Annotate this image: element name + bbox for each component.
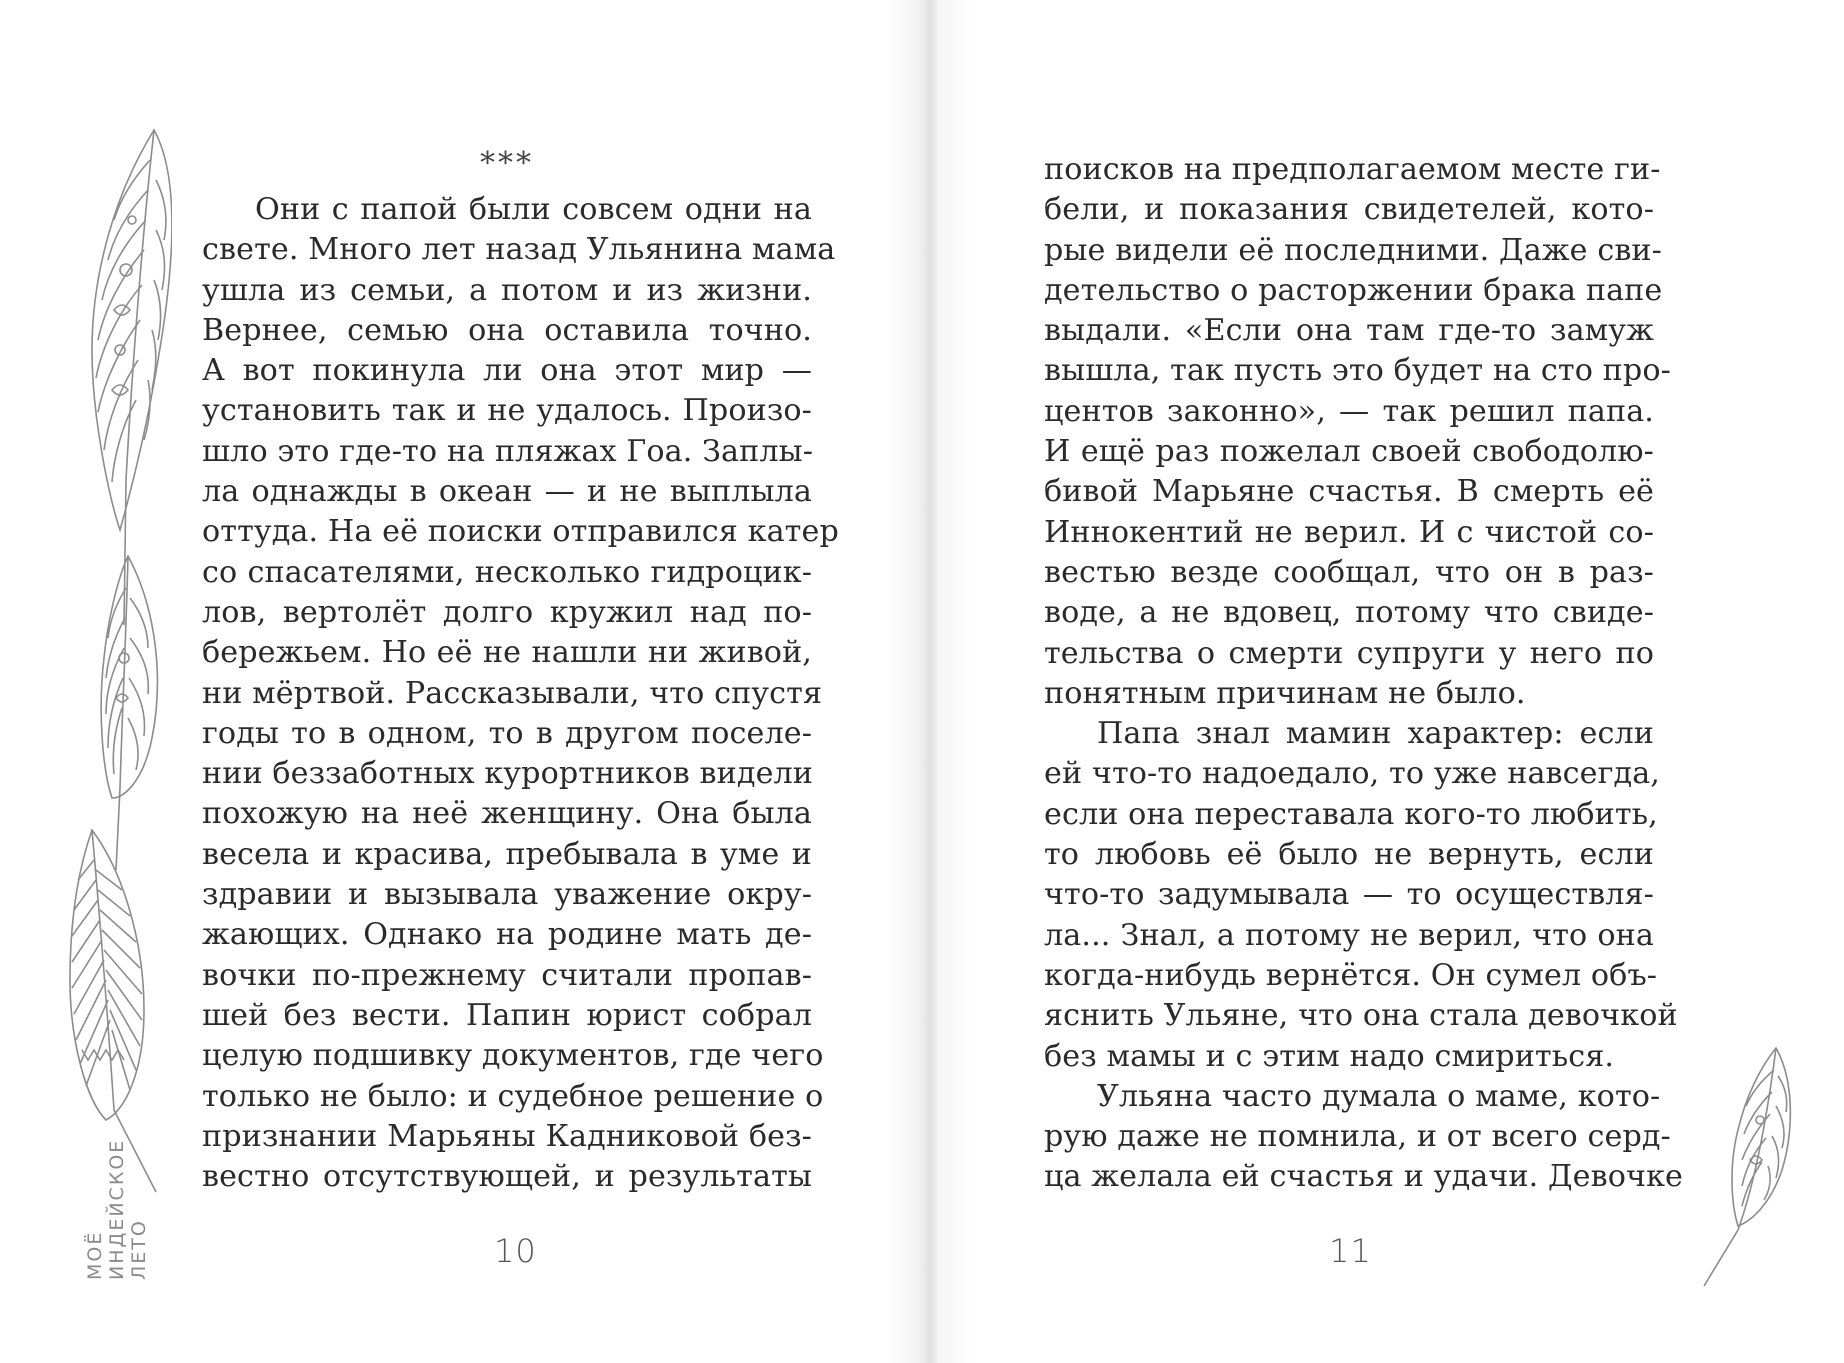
page-number: 11: [1329, 1232, 1372, 1270]
text-line: целую подшивку документов, где чего: [202, 1038, 824, 1074]
text-line: рую даже не помнила, и от всего серд-: [1044, 1119, 1671, 1155]
section-break: ***: [480, 146, 534, 181]
text-line: ла однажды в океан — и не выплыла: [202, 474, 812, 510]
text-line: Ульяна часто думала о маме, кото-: [1097, 1078, 1661, 1114]
text-line: шло это где-то на пляжах Гоа. Заплы-: [202, 433, 814, 469]
right-page: [922, 0, 1844, 1363]
feather-icon: [1690, 1040, 1800, 1290]
text-line: со спасателями, несколько гидроцик-: [202, 554, 812, 590]
text-line: яснить Ульяне, что она стала девочкой: [1044, 998, 1678, 1034]
text-line: Они с папой были совсем одни на: [255, 192, 812, 227]
text-line: весела и красива, пребывала в уме и: [202, 836, 812, 872]
text-line: воде, а не вдовец, потому что свиде-: [1044, 595, 1654, 631]
text-line: признании Марьяны Кадниковой без-: [202, 1118, 812, 1154]
text-line: свете. Много лет назад Ульянина мама: [202, 232, 836, 268]
text-line: установить так и не удалось. Произо-: [202, 393, 812, 429]
text-line: ни мёртвой. Рассказывали, что спустя: [202, 675, 823, 711]
right-page-text: [1044, 150, 1684, 1198]
text-line: поисков на предполагаемом месте ги-: [1044, 152, 1661, 187]
text-line: И ещё раз пожелал своей свободолю-: [1044, 434, 1654, 470]
text-line: выдали. «Если она там где-то замуж: [1044, 313, 1654, 349]
text-line: бивой Марьяне счастья. В смерть её: [1044, 474, 1654, 510]
text-line: рые видели её последними. Даже сви-: [1044, 232, 1662, 268]
text-line: нии беззаботных курортников видели: [202, 756, 814, 792]
text-line: понятным причинам не было.: [1044, 675, 1526, 711]
text-line: что-то задумывала — то осуществля-: [1044, 877, 1654, 913]
running-title-line: ЛЕТО: [128, 1219, 150, 1280]
text-line: детельство о расторжении брака папе: [1044, 272, 1663, 308]
text-line: тельства о смерти супруги у него по: [1044, 635, 1654, 671]
page-number: 10: [494, 1232, 537, 1270]
text-line: бережьем. Но её не нашли ни живой,: [202, 635, 812, 671]
text-line: если она переставала кого-то любить,: [1044, 796, 1658, 832]
text-line: здравии и вызывала уважение окру-: [202, 877, 812, 913]
text-line: похожую на неё женщину. Она была: [202, 796, 812, 832]
text-line: Вернее, семью она оставила точно.: [202, 312, 812, 348]
text-line: вестью везде сообщал, что он в раз-: [1044, 554, 1654, 590]
text-line: вестно отсутствующей, и результаты: [202, 1159, 812, 1195]
text-line: Папа знал мамин характер: если: [1097, 716, 1654, 752]
text-line: А вот покинула ли она этот мир —: [202, 353, 812, 389]
text-line: Иннокентий не верил. И с чистой со-: [1044, 514, 1654, 550]
text-line: ца желала ей счастья и удачи. Девочке: [1044, 1159, 1684, 1195]
text-line: вышла, так пусть это будет на сто про-: [1044, 353, 1671, 389]
running-title: [84, 1130, 150, 1280]
text-line: ла... Знал, а потому не верил, что она: [1044, 917, 1654, 953]
running-title-line: ИНДЕЙСКОЕ: [106, 1138, 128, 1280]
text-line: годы то в одном, то в другом поселе-: [202, 715, 812, 751]
text-line: ушла из семьи, а потом и из жизни.: [202, 272, 812, 308]
text-line: только не было: и судебное решение о: [202, 1078, 824, 1114]
text-line: оттуда. На её поиски отправился катер: [202, 514, 839, 550]
text-line: когда-нибудь вернётся. Он сумел объ-: [1044, 957, 1658, 993]
text-line: лов, вертолёт долго кружил над по-: [202, 594, 812, 630]
text-line: центов законно», — так решил папа.: [1044, 393, 1654, 429]
running-title-line: МОЁ: [84, 1230, 106, 1280]
text-line: ей что-то надоедало, то уже навсегда,: [1044, 756, 1660, 792]
left-page-text: [202, 190, 839, 1197]
text-line: бели, и показания свидетелей, кото-: [1044, 192, 1654, 228]
text-line: без мамы и с этим надо смириться.: [1044, 1038, 1615, 1074]
text-line: то любовь её было не вернуть, если: [1044, 837, 1654, 873]
text-line: вочки по-прежнему считали пропав-: [202, 957, 812, 993]
text-line: жающих. Однако на родине мать де-: [202, 917, 812, 953]
text-line: шей без вести. Папин юрист собрал: [202, 997, 812, 1033]
